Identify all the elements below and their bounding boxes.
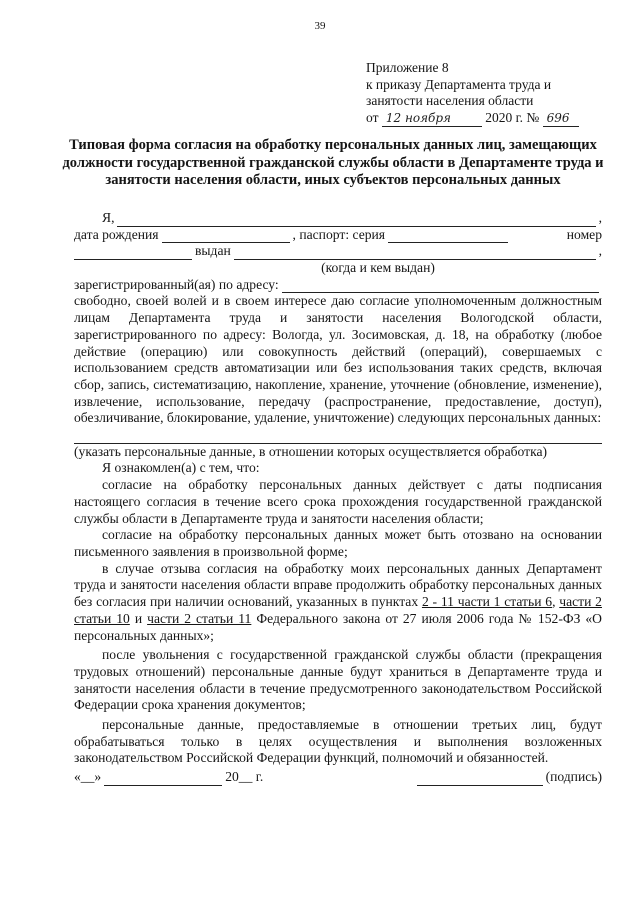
law-reference-link[interactable]: части 2 статьи 11 (147, 610, 252, 626)
law-reference-link[interactable]: 2 - 11 части 1 статьи 6 (421, 594, 553, 610)
signature-row (74, 769, 602, 786)
appendix-line: к приказу Департамента труда и (366, 76, 552, 92)
signature-year: 20__ г. (225, 769, 264, 785)
signature-month-blank (104, 774, 222, 786)
i-label: Я, (102, 209, 115, 225)
consent-form-body (74, 210, 602, 786)
appendix-line: Приложение 8 (366, 60, 449, 75)
date-prefix: от (366, 109, 379, 125)
address-row (74, 277, 602, 294)
address-blank (282, 281, 599, 293)
document-title: Типовая форма согласия на обработку персональных данных лиц, замещающих должности государственной гражданской службы области в Департаменте труда и занятости населения области, иных субъектов персональных данных (62, 137, 604, 188)
data-hint: (указать персональные данные, в отношении которых осуществляется обработка) (74, 443, 548, 459)
passport-series-blank (388, 231, 508, 243)
year-text: 2020 г. № (485, 109, 540, 125)
handwritten-date: 12 ноября (382, 110, 482, 128)
number-label: номер (566, 226, 602, 242)
acknowledge-text: Я ознакомлен(а) с тем, что: (102, 460, 260, 476)
appendix-header (366, 60, 579, 127)
issued-label: выдан (195, 243, 231, 259)
signature-day: «__» (74, 769, 102, 785)
law-reference-link[interactable]: части 2 статьи 10 (74, 594, 602, 626)
handwritten-number: 696 (543, 110, 579, 128)
appendix-date-line (366, 110, 579, 128)
signature-label: (подпись) (545, 769, 602, 785)
page-number: 39 (314, 20, 326, 32)
personal-data-blank (74, 432, 602, 444)
registered-label: зарегистрированный(ая) по адресу: (74, 276, 279, 292)
personal-data-row (74, 427, 602, 444)
passport-label: , паспорт: серия (292, 226, 386, 242)
signature-blank (417, 774, 543, 786)
full-name-blank (117, 215, 595, 227)
point-validity: согласие на обработку персональных данных действует с даты подписания настоящего согласия в течение всего срока прохождения государственной гражданской службы области в Департаменте труда и занятости населения области; (74, 477, 602, 526)
point-continue-processing: в случае отзыва согласия на обработку моих персональных данных Департамент труда и занятости населения области вправе продолжить обработку персональных данных без согласия при наличии оснований, указанных в пунктах 2 - 11 части 1 статьи 6, части 2 статьи 10 и части 2 статьи 11 Федерального закона от 27 июля 2006 года № 152-ФЗ «О персональных данных»; (74, 560, 603, 643)
point-after-dismissal: после увольнения с государственной гражданской службы области (прекращения трудовых отношений) персональные данные будут храниться в Департаменте труда и занятости населения области в течение предусмотренного законодательством Российской Федерации срока хранения документов; (74, 647, 602, 713)
birth-label: дата рождения (74, 226, 159, 242)
point-third-parties: персональные данные, предоставляемые в отношении третьих лиц, будут обрабатываться только в целях осуществления и выполнения возложенных законодательством Российской Федерации функций, полномочий и обязанностей. (74, 717, 602, 766)
name-row (74, 210, 602, 227)
point-revocation: согласие на обработку персональных данных может быть отозвано на основании письменного заявления в произвольной форме; (74, 527, 602, 559)
consent-paragraph: свободно, своей волей и в своем интересе даю согласие уполномоченным должностным лицам Департамента труда и занятости населения Вологодской области, зарегистрированного по адресу: Вологда, ул. Зосимовская, д. 18, на обработку (любое действие (операцию) или совокупность действий (операций), совершаемых с использованием средств автоматизации или без использования таких средств, включая сбор, запись, систематизацию, накопление, хранение, уточнение (обновление, изменение), извлечение, использование, передачу (распространение, предоставление, доступ), обезличивание, блокирование, удаление, уничтожение) следующих персональных данных: (74, 293, 602, 426)
issued-by-blank (234, 248, 596, 260)
birth-passport-row (74, 227, 602, 244)
issued-row (74, 243, 602, 260)
issued-hint: (когда и кем выдан) (321, 260, 435, 276)
comma: , (598, 243, 602, 259)
passport-number-blank (74, 248, 192, 260)
birth-date-blank (162, 231, 290, 243)
comma: , (598, 209, 602, 225)
appendix-line: занятости населения области (366, 93, 534, 108)
